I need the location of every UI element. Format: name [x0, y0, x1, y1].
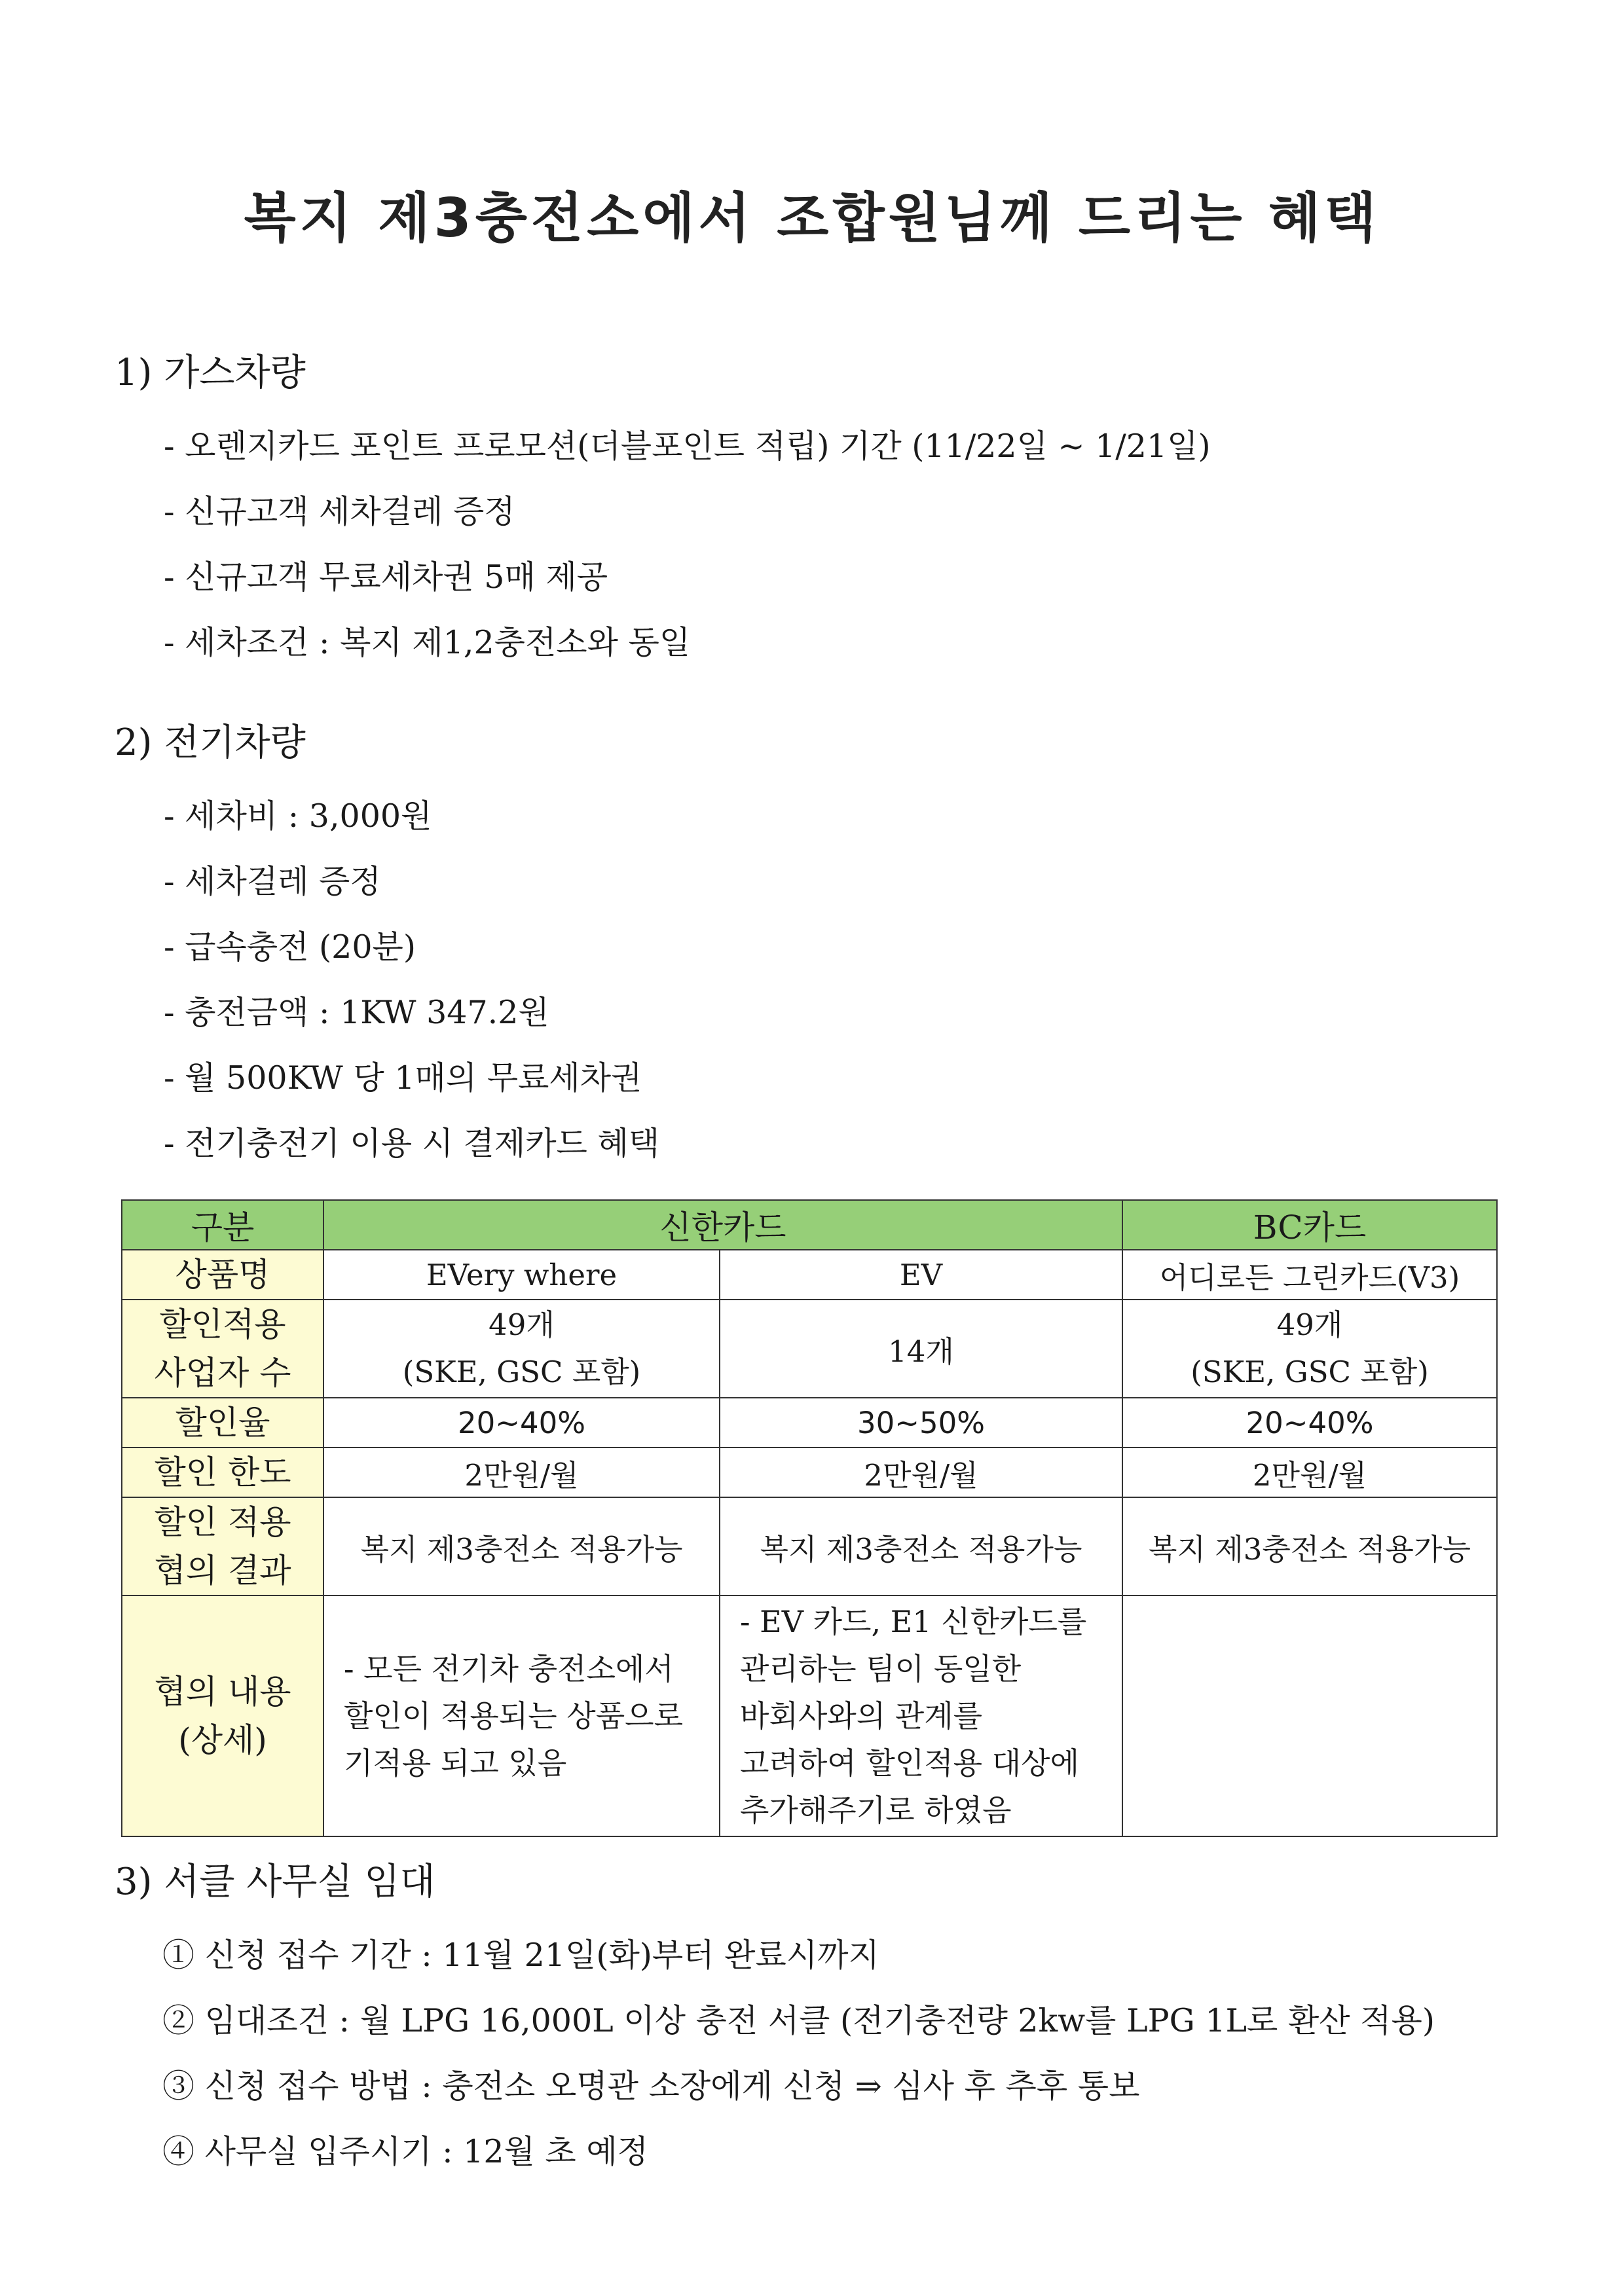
table-cell: 어디로든 그린카드(V3) [1122, 1250, 1497, 1300]
row-label-line: 할인적용 [159, 1305, 286, 1343]
table-cell: EV [720, 1250, 1122, 1300]
row-label-line: 협의 결과 [154, 1552, 291, 1590]
table-cell: 복지 제3충전소 적용가능 [720, 1497, 1122, 1595]
row-label-line: 할인 적용 [154, 1503, 291, 1541]
table-row [122, 1448, 1497, 1497]
table-cell: 20~40% [1122, 1398, 1497, 1448]
list-item: - 전기충전기 이용 시 결제카드 혜택 [164, 1125, 660, 1162]
page-title: 복지 제3충전소에서 조합원님께 드리는 혜택 [244, 187, 1380, 249]
cell-line: (SKE, GSC 포함) [1190, 1355, 1429, 1389]
table-row [122, 1497, 1497, 1595]
table-cell: 2만원/월 [1122, 1448, 1497, 1497]
list-item: - 세차걸레 증정 [164, 863, 381, 900]
table-header-row [122, 1200, 1497, 1250]
cell-line: (SKE, GSC 포함) [402, 1355, 641, 1389]
table-cell [323, 1300, 720, 1398]
table-cell: 2만원/월 [720, 1448, 1122, 1497]
list-item: ③ 신청 접수 방법 : 충전소 오명관 소장에게 신청 ⇒ 심사 후 추후 통보 [162, 2068, 1140, 2105]
section-heading-electric-vehicles: 2) 전기차량 [115, 721, 306, 764]
row-label [122, 1300, 323, 1398]
table-cell: - EV 카드, E1 신한카드를 관리하는 팀이 동일한 바회사와의 관계를 고려하여 할인적용 대상에 추가해주기로 하였음 [720, 1595, 1122, 1836]
section-heading-circle-office-rental: 3) 서클 사무실 임대 [115, 1861, 435, 1903]
table-cell: - 모든 전기차 충전소에서 할인이 적용되는 상품으로 기적용 되고 있음 [323, 1595, 720, 1836]
list-item: - 충전금액 : 1KW 347.2원 [164, 994, 549, 1031]
row-label-line: (상세) [178, 1721, 267, 1759]
list-item: - 세차비 : 3,000원 [164, 797, 432, 835]
table-row [122, 1398, 1497, 1448]
list-item: - 세차조건 : 복지 제1,2충전소와 동일 [164, 624, 691, 661]
section-heading-gas-vehicles: 1) 가스차량 [115, 352, 306, 394]
table-row [122, 1300, 1497, 1398]
table-cell: 30~50% [720, 1398, 1122, 1448]
row-label: 상품명 [122, 1250, 323, 1300]
list-item: - 신규고객 세차걸레 증정 [164, 493, 515, 530]
table-cell: 20~40% [323, 1398, 720, 1448]
header-bc-card: BC카드 [1122, 1200, 1497, 1250]
table-cell: EVery where [323, 1250, 720, 1300]
table-cell: 14개 [720, 1300, 1122, 1398]
list-item: - 급속충전 (20분) [164, 928, 416, 966]
cell-line: 49개 [1276, 1307, 1343, 1342]
row-label-line: 사업자 수 [154, 1354, 291, 1392]
cell-line: 49개 [489, 1307, 555, 1342]
card-benefits-table [121, 1199, 1498, 1837]
table-cell: 복지 제3충전소 적용가능 [1122, 1497, 1497, 1595]
list-item: ④ 사무실 입주시기 : 12월 초 예정 [162, 2133, 648, 2170]
table-row [122, 1595, 1497, 1836]
header-category: 구분 [122, 1200, 323, 1250]
table-row [122, 1250, 1497, 1300]
row-label [122, 1595, 323, 1836]
header-shinhan-card: 신한카드 [323, 1200, 1122, 1250]
list-item: - 오렌지카드 포인트 프로모션(더블포인트 적립) 기간 (11/22일 ~ 1/21일) [164, 428, 1211, 465]
list-item: ② 임대조건 : 월 LPG 16,000L 이상 충전 서클 (전기충전량 2kw를 LPG 1L로 환산 적용) [162, 2002, 1435, 2039]
list-item: - 월 500KW 당 1매의 무료세차권 [164, 1059, 642, 1097]
table-cell [1122, 1595, 1497, 1836]
row-label: 할인율 [122, 1398, 323, 1448]
list-item: ① 신청 접수 기간 : 11월 21일(화)부터 완료시까지 [162, 1937, 879, 1974]
row-label [122, 1497, 323, 1595]
row-label: 할인 한도 [122, 1448, 323, 1497]
table-cell [1122, 1300, 1497, 1398]
table-cell: 2만원/월 [323, 1448, 720, 1497]
table-cell: 복지 제3충전소 적용가능 [323, 1497, 720, 1595]
row-label-line: 협의 내용 [154, 1673, 291, 1711]
list-item: - 신규고객 무료세차권 5매 제공 [164, 558, 608, 596]
